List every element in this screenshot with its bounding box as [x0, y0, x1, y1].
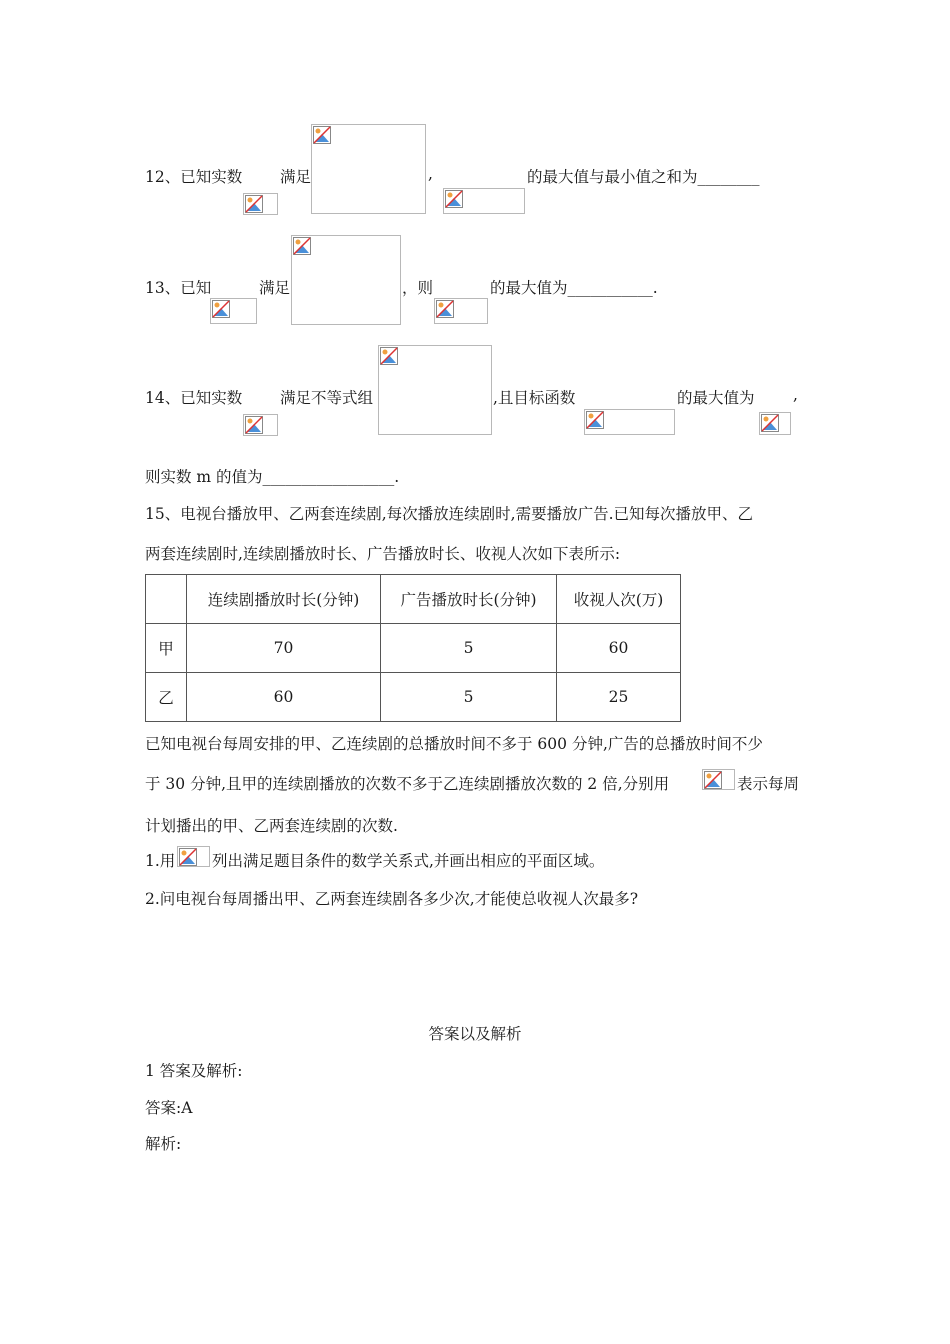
- table-header-cell: [146, 575, 187, 624]
- table-header-cell: 广告播放时长(分钟): [381, 575, 557, 624]
- q15-var-image-1: [702, 769, 735, 790]
- analysis-label: 解析:: [145, 1135, 182, 1153]
- table-cell: 60: [187, 673, 381, 722]
- q13-constraint-image: [291, 235, 401, 325]
- q12-suffix: 的最大值与最小值之和为________: [527, 168, 760, 186]
- table-row: [146, 673, 681, 722]
- q15-table: [145, 574, 681, 722]
- q15-sub1-a: 1.用: [145, 852, 176, 870]
- q15-after3: 计划播出的甲、乙两套连续剧的次数.: [145, 817, 398, 835]
- q14-mid2: ,且目标函数: [493, 389, 576, 407]
- q14-objective-image: [584, 409, 675, 435]
- broken-image-icon: [704, 771, 722, 789]
- q14-mid3: 的最大值为: [677, 389, 755, 407]
- broken-image-icon: [380, 347, 398, 365]
- q14-var-image: [243, 414, 278, 436]
- table-cell: 5: [381, 673, 557, 722]
- q13-prefix: 13、已知: [145, 279, 212, 297]
- q15-sub1-b: 列出满足题目条件的数学关系式,并画出相应的平面区域。: [212, 852, 605, 870]
- table-cell: 60: [557, 624, 681, 673]
- broken-image-icon: [245, 416, 263, 434]
- q15-line1: 15、电视台播放甲、乙两套连续剧,每次播放连续剧时,需要播放广告.已知每次播放甲、乙: [145, 505, 754, 523]
- q12-prefix: 12、已知实数: [145, 168, 243, 186]
- q14-line2: 则实数 m 的值为_________________.: [145, 468, 400, 486]
- q12-constraint-image: [311, 124, 426, 214]
- q15-line2: 两套连续剧时,连续剧播放时长、广告播放时长、收视人次如下表所示:: [145, 545, 621, 563]
- q13-mid2: ，则: [402, 279, 434, 297]
- q15-var-image-2: [177, 846, 210, 867]
- broken-image-icon: [445, 190, 463, 208]
- broken-image-icon: [761, 414, 779, 432]
- table-header-cell: 连续剧播放时长(分钟): [187, 575, 381, 624]
- q13-var-image: [210, 298, 257, 324]
- q12-comma: ,: [428, 165, 433, 183]
- q14-comma: ,: [793, 386, 798, 404]
- answer-text: 答案:A: [145, 1099, 193, 1117]
- q15-after2-b: 表示每周: [737, 775, 800, 793]
- q12-mid1: 满足: [280, 168, 312, 186]
- table-header-cell: 收视人次(万): [557, 575, 681, 624]
- table-cell: 甲: [146, 624, 187, 673]
- broken-image-icon: [586, 411, 604, 429]
- q13-mid1: 满足: [259, 279, 291, 297]
- q15-after1: 已知电视台每周安排的甲、乙连续剧的总播放时间不多于 600 分钟,广告的总播放时间不少: [145, 735, 763, 753]
- table-cell: 乙: [146, 673, 187, 722]
- table-cell: 5: [381, 624, 557, 673]
- answer-item-title: 1 答案及解析:: [145, 1062, 243, 1080]
- broken-image-icon: [245, 195, 263, 213]
- table-cell: 25: [557, 673, 681, 722]
- table-cell: 70: [187, 624, 381, 673]
- table-row: [146, 624, 681, 673]
- q12-expr-image: [443, 188, 525, 214]
- q14-prefix: 14、已知实数: [145, 389, 243, 407]
- q15-after2-a: 于 30 分钟,且甲的连续剧播放的次数不多于乙连续剧播放次数的 2 倍,分别用: [145, 775, 670, 793]
- q12-var-image: [243, 193, 278, 215]
- q14-max-image: [759, 412, 791, 435]
- broken-image-icon: [436, 300, 454, 318]
- q13-expr-image: [434, 298, 488, 324]
- broken-image-icon: [313, 126, 331, 144]
- q13-suffix: 的最大值为___________.: [490, 279, 658, 297]
- q14-constraint-image: [378, 345, 492, 435]
- q14-mid1: 满足不等式组: [280, 389, 374, 407]
- broken-image-icon: [179, 848, 197, 866]
- answers-title: 答案以及解析: [428, 1025, 522, 1043]
- broken-image-icon: [212, 300, 230, 318]
- table-header-row: [146, 575, 681, 624]
- broken-image-icon: [293, 237, 311, 255]
- q15-sub2: 2.问电视台每周播出甲、乙两套连续剧各多少次,才能使总收视人次最多?: [145, 890, 639, 908]
